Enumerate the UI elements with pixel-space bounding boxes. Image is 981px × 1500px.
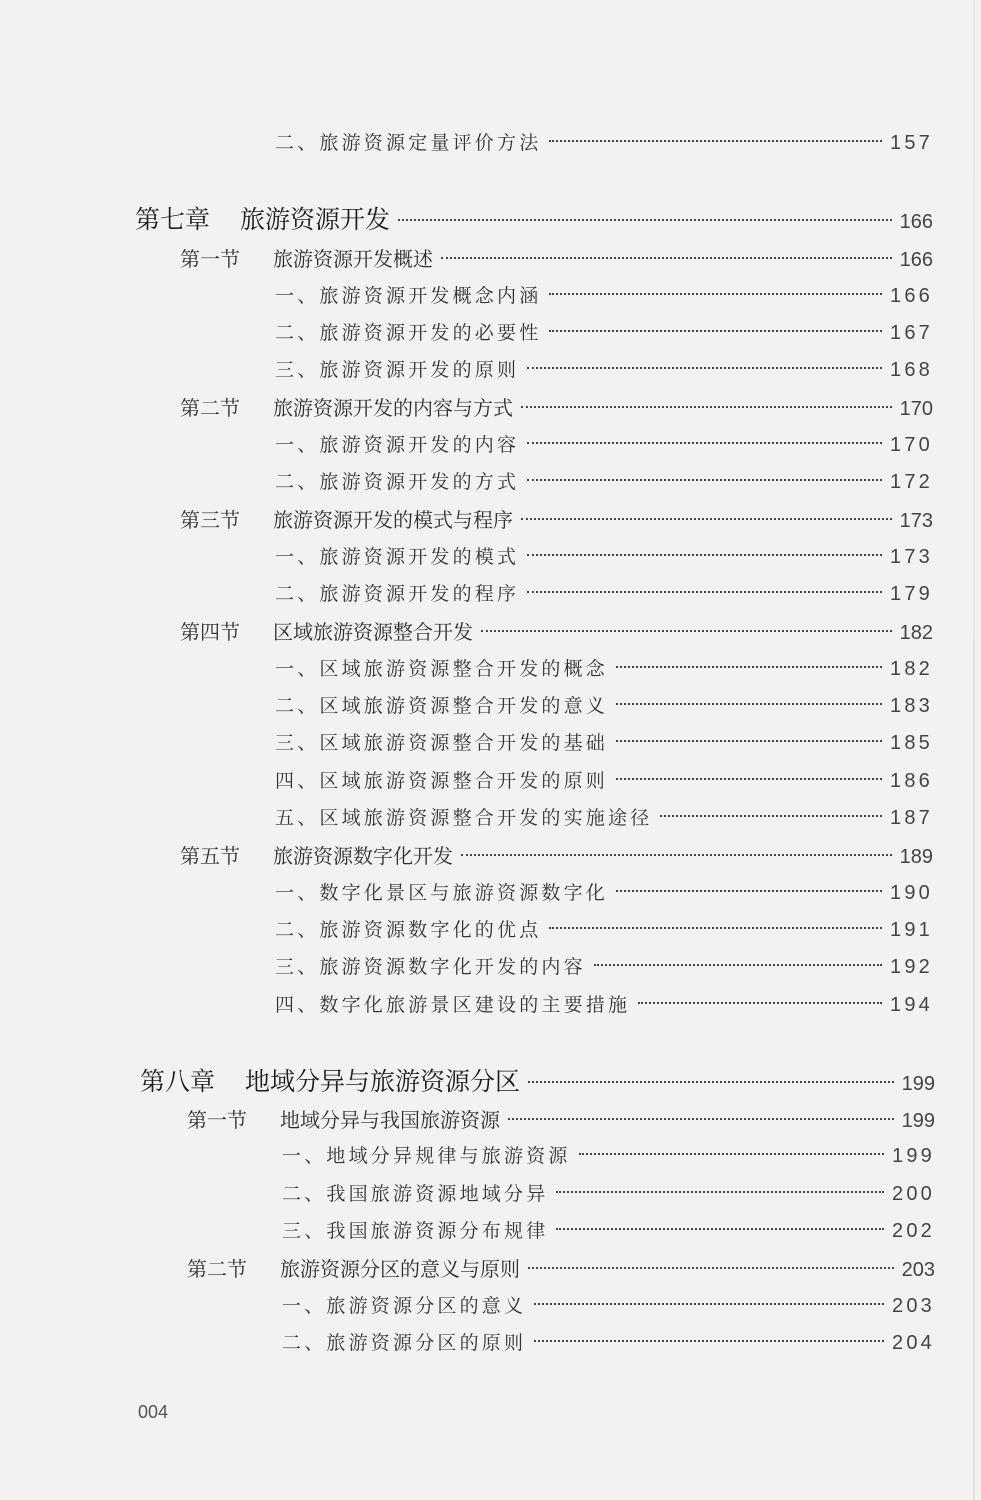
dot-leader (549, 293, 882, 295)
chapter-heading[interactable] (135, 200, 933, 236)
toc-entry-label: 二、旅游资源开发的程序 (275, 583, 520, 605)
toc-entry[interactable] (275, 803, 933, 830)
section-heading[interactable] (180, 616, 933, 645)
dot-leader (549, 330, 882, 332)
dot-leader (638, 1002, 882, 1004)
dot-leader (549, 927, 882, 929)
section-heading[interactable] (180, 392, 933, 421)
section-number: 第五节 (180, 844, 240, 868)
dot-leader (534, 1340, 884, 1342)
toc-entry[interactable] (275, 281, 933, 308)
toc-entry-label: 一、旅游资源开发的内容 (275, 434, 520, 456)
toc-entry[interactable] (275, 542, 933, 569)
toc-entry-label: 二、旅游资源开发的必要性 (275, 322, 542, 344)
toc-entry-label: 二、区域旅游资源整合开发的意义 (275, 695, 609, 717)
dot-leader (528, 1081, 894, 1083)
toc-entry[interactable] (275, 878, 933, 905)
section-number: 第三节 (180, 508, 240, 532)
toc-entry[interactable] (282, 1216, 935, 1243)
section-heading[interactable] (187, 1253, 935, 1282)
section-number: 第一节 (180, 247, 240, 271)
dot-leader (616, 740, 882, 742)
section-title: 区域旅游资源整合开发 (273, 620, 473, 644)
dot-leader (594, 964, 882, 966)
toc-page-number: 190 (890, 882, 933, 904)
section-title: 旅游资源开发的内容与方式 (273, 396, 513, 420)
toc-page-number: 167 (890, 322, 933, 344)
dot-leader (616, 778, 882, 780)
chapter-number: 第七章 (135, 205, 211, 234)
dot-leader (527, 591, 882, 593)
toc-page-number: 172 (890, 471, 933, 493)
dot-leader (616, 890, 882, 892)
dot-leader (441, 257, 892, 259)
toc-page-number: 185 (890, 732, 933, 754)
section-number: 第一节 (187, 1108, 247, 1132)
chapter-heading[interactable] (140, 1062, 935, 1098)
section-number: 第二节 (187, 1257, 247, 1281)
toc-entry-label: 一、旅游资源分区的意义 (282, 1295, 527, 1317)
toc-page-number: 202 (892, 1220, 935, 1242)
toc-page-number: 203 (892, 1295, 935, 1317)
toc-entry[interactable] (275, 766, 933, 793)
toc-entry-label: 四、数字化旅游景区建设的主要措施 (275, 994, 631, 1016)
toc-entry-label: 一、数字化景区与旅游资源数字化 (275, 882, 609, 904)
toc-entry[interactable] (275, 990, 933, 1017)
toc-page-number: 168 (890, 359, 933, 381)
toc-page-number: 192 (890, 956, 933, 978)
toc-entry-label: 一、区域旅游资源整合开发的概念 (275, 658, 609, 680)
toc-entry-label: 一、旅游资源开发的模式 (275, 546, 520, 568)
toc-entry[interactable] (282, 1179, 935, 1206)
section-title: 旅游资源分区的意义与原则 (280, 1257, 520, 1281)
toc-entry-label: 二、我国旅游资源地域分异 (282, 1183, 549, 1205)
toc-entry[interactable] (282, 1328, 935, 1355)
toc-page-number: 189 (899, 846, 933, 868)
dot-leader (481, 630, 892, 632)
section-title: 旅游资源开发概述 (273, 247, 433, 271)
toc-page-number: 199 (901, 1110, 935, 1132)
toc-entry-label: 三、我国旅游资源分布规律 (282, 1220, 549, 1242)
chapter-title: 旅游资源开发 (240, 205, 391, 234)
toc-entry[interactable] (282, 1141, 935, 1168)
toc-entry[interactable] (282, 1291, 935, 1318)
toc-page-number: 199 (892, 1145, 935, 1167)
section-heading[interactable] (180, 504, 933, 533)
toc-page-number: 166 (899, 211, 933, 233)
toc-entry-label: 二、旅游资源开发的方式 (275, 471, 520, 493)
dot-leader (527, 367, 882, 369)
toc-page-number: 166 (890, 285, 933, 307)
toc-entry-label: 三、区域旅游资源整合开发的基础 (275, 732, 609, 754)
dot-leader (521, 406, 892, 408)
toc-page-number: 173 (899, 510, 933, 532)
toc-page-number: 203 (901, 1259, 935, 1281)
section-heading[interactable] (180, 840, 933, 869)
dot-leader (556, 1191, 884, 1193)
toc-entry[interactable] (275, 728, 933, 755)
dot-leader (616, 703, 882, 705)
dot-leader (521, 518, 892, 520)
toc-page-number: 199 (901, 1073, 935, 1095)
chapter-title: 地域分异与旅游资源分区 (245, 1067, 521, 1096)
section-heading[interactable] (187, 1104, 935, 1133)
dot-leader (616, 666, 882, 668)
dot-leader (528, 1267, 894, 1269)
toc-page-number: 179 (890, 583, 933, 605)
page-edge-shadow (973, 0, 975, 1500)
toc-entry-label: 一、旅游资源开发概念内涵 (275, 285, 542, 307)
section-heading[interactable] (180, 243, 933, 272)
toc-entry[interactable] (275, 952, 933, 979)
toc-page-number: 200 (892, 1183, 935, 1205)
section-number: 第四节 (180, 620, 240, 644)
toc-entry-label: 二、旅游资源定量评价方法 (275, 132, 542, 154)
toc-page-number: 191 (890, 919, 933, 941)
toc-entry[interactable] (275, 691, 933, 718)
toc-page-number: 166 (899, 249, 933, 271)
chapter-number: 第八章 (140, 1067, 216, 1096)
toc-entry-label: 二、旅游资源分区的原则 (282, 1332, 527, 1354)
toc-entry[interactable] (275, 579, 933, 606)
toc-page-number: 173 (890, 546, 933, 568)
toc-page-number: 204 (892, 1332, 935, 1354)
toc-page-number: 182 (899, 622, 933, 644)
toc-page-number: 157 (890, 132, 933, 154)
toc-entry[interactable] (275, 467, 933, 494)
toc-page-number: 194 (890, 994, 933, 1016)
toc-page-number: 183 (890, 695, 933, 717)
dot-leader (527, 554, 882, 556)
dot-leader (527, 479, 882, 481)
dot-leader (549, 140, 882, 142)
section-number: 第二节 (180, 396, 240, 420)
page-folio: 004 (138, 1402, 169, 1422)
toc-entry-label: 三、旅游资源开发的原则 (275, 359, 520, 381)
toc-entry[interactable] (275, 654, 933, 681)
toc-entry-label: 五、区域旅游资源整合开发的实施途径 (275, 807, 653, 829)
toc-entry[interactable] (275, 318, 933, 345)
toc-entry[interactable] (275, 355, 933, 382)
toc-page-number: 182 (890, 658, 933, 680)
section-title: 旅游资源开发的模式与程序 (273, 508, 513, 532)
toc-page-number: 186 (890, 770, 933, 792)
toc-page-number: 170 (890, 434, 933, 456)
toc-entry-label: 一、地域分异规律与旅游资源 (282, 1145, 571, 1167)
toc-entry-label: 二、旅游资源数字化的优点 (275, 919, 542, 941)
dot-leader (579, 1153, 884, 1155)
dot-leader (508, 1118, 894, 1120)
dot-leader (556, 1228, 884, 1230)
section-title: 地域分异与我国旅游资源 (280, 1108, 500, 1132)
toc-page-number: 187 (890, 807, 933, 829)
dot-leader (660, 815, 882, 817)
toc-entry-label: 三、旅游资源数字化开发的内容 (275, 956, 586, 978)
toc-entry-label: 四、区域旅游资源整合开发的原则 (275, 770, 609, 792)
dot-leader (527, 442, 882, 444)
dot-leader (534, 1303, 884, 1305)
toc-entry[interactable] (275, 915, 933, 942)
section-title: 旅游资源数字化开发 (273, 844, 453, 868)
toc-page-number: 170 (899, 398, 933, 420)
dot-leader (398, 219, 892, 221)
dot-leader (461, 854, 892, 856)
toc-entry[interactable] (275, 430, 933, 457)
toc-entry[interactable] (275, 128, 933, 155)
